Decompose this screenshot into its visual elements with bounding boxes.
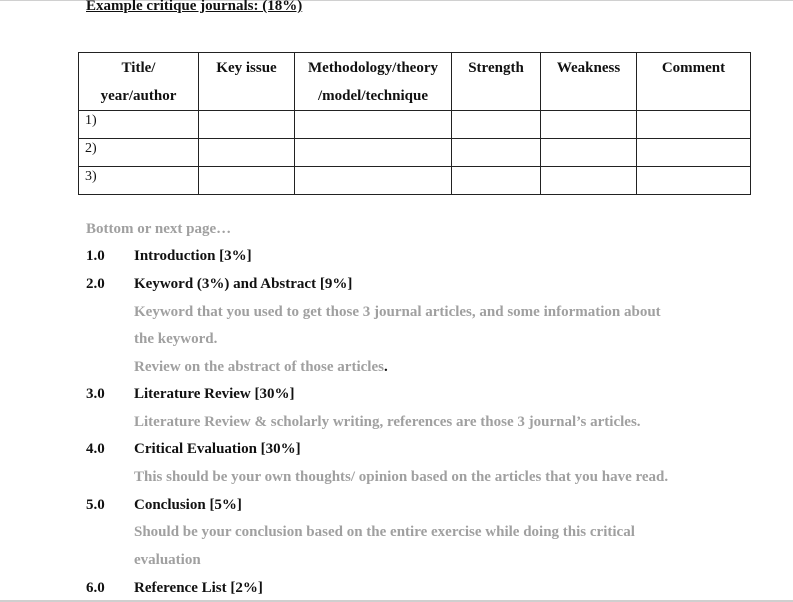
header-line: Strength <box>468 60 524 76</box>
section-title: Conclusion [5%] <box>134 497 242 513</box>
section-title: Literature Review [30%] <box>134 386 295 402</box>
section-title: Keyword (3%) and Abstract [9%] <box>134 276 353 292</box>
table-row <box>79 167 751 195</box>
abstract-note-text: Review on the abstract of those articles <box>134 359 384 375</box>
page-title: Example critique journals: (18%) <box>86 0 303 14</box>
section-title: Reference List [2%] <box>134 580 263 596</box>
header-weakness <box>541 53 637 111</box>
row-number: 2) <box>79 139 199 167</box>
critical-note: This should be your own thoughts/ opinion based on the articles that you have read. <box>134 469 669 485</box>
header-strength <box>452 53 541 111</box>
header-line: year/author <box>100 88 177 104</box>
table-cell <box>452 139 541 167</box>
table-cell <box>452 167 541 195</box>
abstract-note <box>134 359 388 376</box>
table-cell <box>637 167 751 195</box>
table-cell <box>541 111 637 139</box>
section-title: Critical Evaluation [30%] <box>134 441 301 457</box>
header-title-year-author <box>79 53 199 111</box>
abstract-note-period: . <box>383 359 388 375</box>
header-line: Title/ <box>121 60 156 76</box>
critique-table <box>78 52 751 195</box>
section-number: 5.0 <box>86 497 105 513</box>
keyword-note-line1: Keyword that you used to get those 3 journal articles, and some information about <box>134 304 661 320</box>
header-line: Methodology/theory <box>308 60 438 76</box>
table-cell <box>295 111 452 139</box>
table-cell <box>295 167 452 195</box>
header-key-issue <box>199 53 295 111</box>
header-line: Comment <box>661 60 726 76</box>
header-line: Weakness <box>556 60 621 76</box>
table-cell <box>637 139 751 167</box>
table-cell <box>452 111 541 139</box>
table-cell <box>199 167 295 195</box>
section-number: 3.0 <box>86 386 105 402</box>
table-cell <box>199 111 295 139</box>
section-number: 1.0 <box>86 248 105 264</box>
section-number: 2.0 <box>86 276 105 292</box>
table-cell <box>295 139 452 167</box>
literature-note: Literature Review & scholarly writing, references are those 3 journal’s articles. <box>134 414 641 430</box>
table-cell <box>541 139 637 167</box>
row-number: 3) <box>79 167 199 195</box>
table-row <box>79 111 751 139</box>
header-line: /model/technique <box>317 88 428 104</box>
conclusion-note-line1: Should be your conclusion based on the entire exercise while doing this critical <box>134 524 635 540</box>
bottom-note: Bottom or next page… <box>86 221 232 237</box>
keyword-note-line2: the keyword. <box>134 331 218 347</box>
section-number: 4.0 <box>86 441 105 457</box>
table-cell <box>199 139 295 167</box>
table-header-row <box>79 53 751 111</box>
section-number: 6.0 <box>86 580 105 596</box>
header-line: Key issue <box>216 60 277 76</box>
table-cell <box>637 111 751 139</box>
table-cell <box>541 167 637 195</box>
header-methodology <box>295 53 452 111</box>
conclusion-note-line2: evaluation <box>134 552 201 568</box>
row-number: 1) <box>79 111 199 139</box>
table-row <box>79 139 751 167</box>
section-title: Introduction [3%] <box>134 248 252 264</box>
header-comment <box>637 53 751 111</box>
